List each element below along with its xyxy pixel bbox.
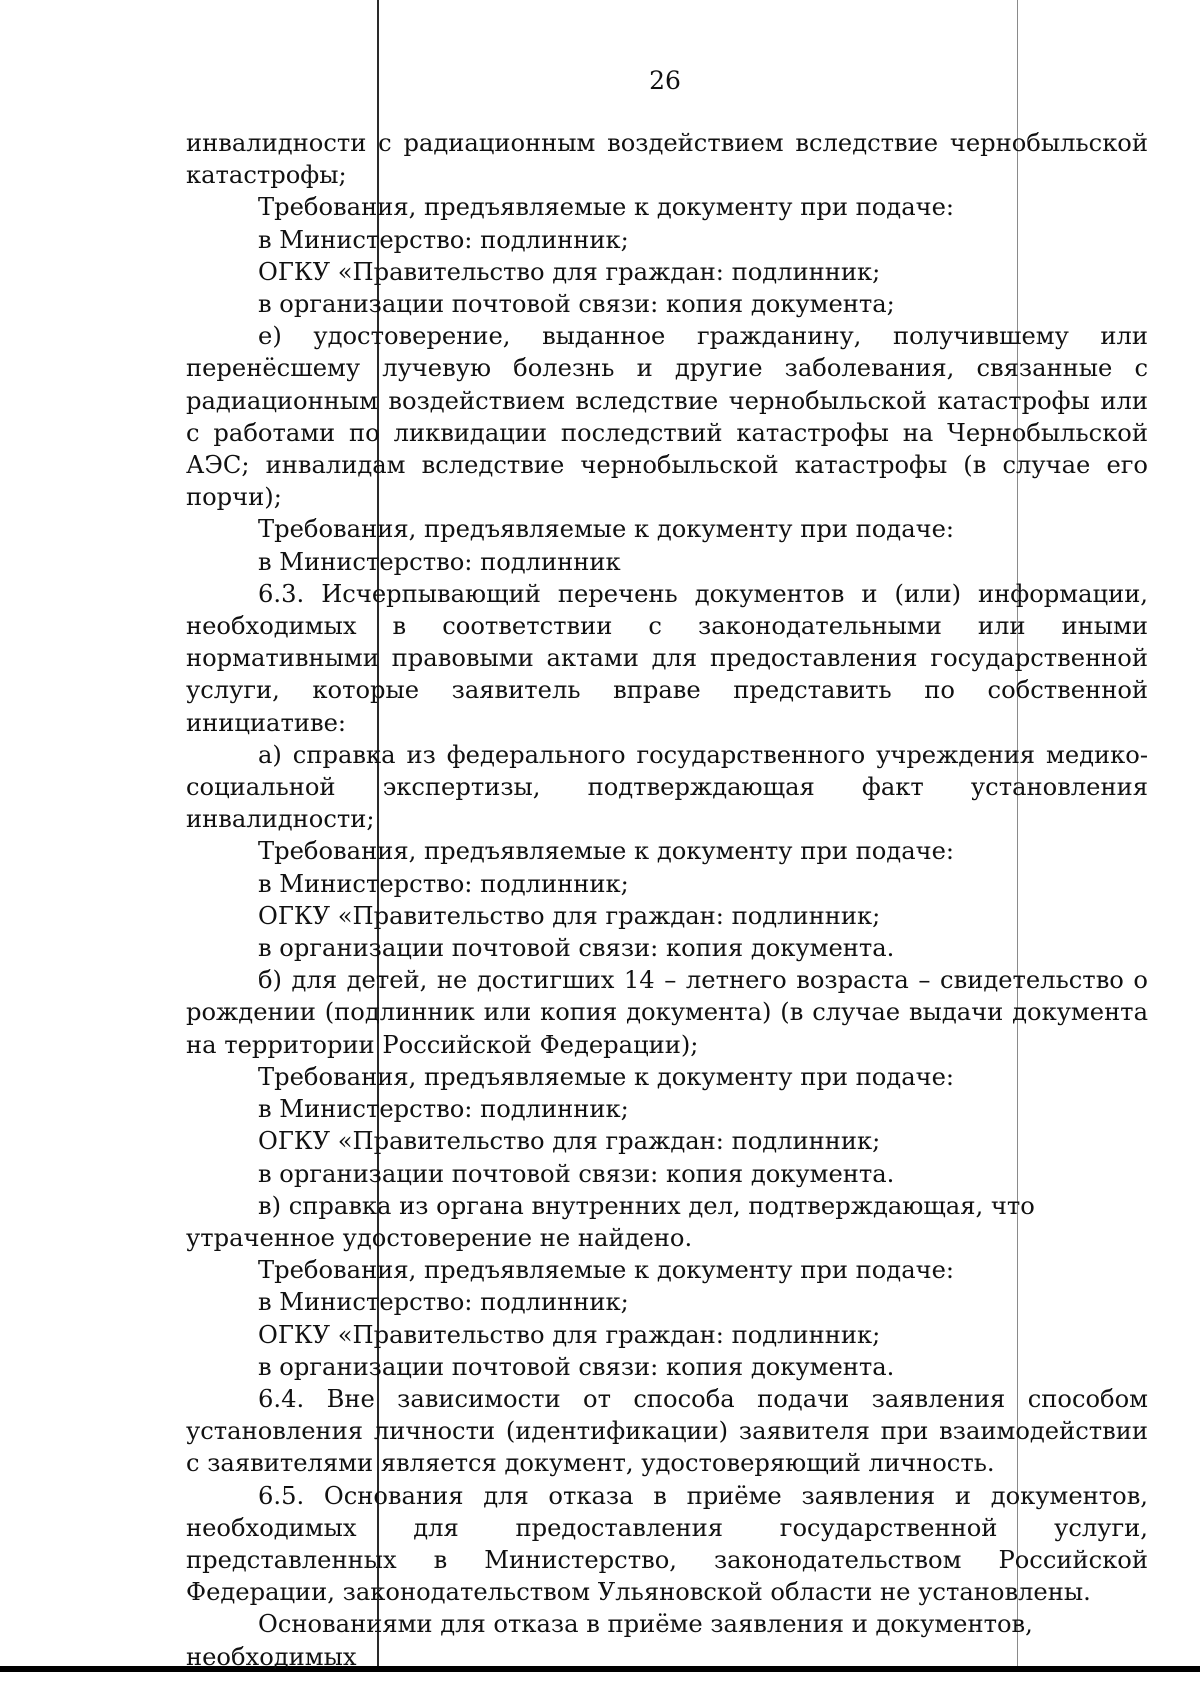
page-number: 26 xyxy=(649,66,681,95)
paragraph: в Министерство: подлинник; xyxy=(258,1095,629,1124)
paragraph: ОГКУ «Правительство для граждан: подлинник; xyxy=(258,1127,881,1156)
paragraph: в Министерство: подлинник; xyxy=(258,225,629,254)
paragraph: Требования, предъявляемые к документу при подаче: xyxy=(258,193,955,222)
paragraph: ОГКУ «Правительство для граждан: подлинник; xyxy=(258,257,881,286)
paragraph: в) справка из органа внутренних дел, подтверждающая, что утраченное удостоверение не найдено. xyxy=(186,1191,1035,1252)
paragraph: ОГКУ «Правительство для граждан: подлинник; xyxy=(258,1320,881,1349)
paragraph: е) удостоверение, выданное гражданину, получившему или перенёсшему лучевую болезнь и другие заболевания, связанные с радиационным воздействием вследствие чернобыльской катастрофы или с работами по ликвидации последствий катастрофы на Чернобыльской АЭС; инвалидам вследствие чернобыльской катастрофы (в случае его порчи); xyxy=(186,322,1148,512)
paragraph: в Министерство: подлинник; xyxy=(258,1288,629,1317)
paragraph: б) для детей, не достигших 14 – летнего возраста – свидетельство о рождении (подлинник или копия документа) (в случае выдачи документа на территории Российской Федерации); xyxy=(186,966,1148,1059)
paragraph: в организации почтовой связи: копия документа. xyxy=(258,1159,895,1188)
paragraph: инвалидности с радиационным воздействием вследствие чернобыльской катастрофы; xyxy=(186,129,1148,190)
document-body xyxy=(186,127,1148,1673)
paragraph: Требования, предъявляемые к документу при подаче: xyxy=(258,1062,955,1091)
paragraph: 6.5. Основания для отказа в приёме заявления и документов, необходимых для предоставления государственной услуги, представленных в Министерство, законодательством Российской Федерации, законодательством Ульяновской области не установлены. xyxy=(186,1481,1148,1607)
paragraph: в Министерство: подлинник; xyxy=(258,869,629,898)
paragraph: в организации почтовой связи: копия документа; xyxy=(258,290,895,319)
paragraph: Основаниями для отказа в приёме заявления и документов, необходимых xyxy=(186,1610,1033,1671)
paragraph: Требования, предъявляемые к документу при подаче: xyxy=(258,515,955,544)
paragraph: в Министерство: подлинник xyxy=(258,547,621,576)
paragraph: в организации почтовой связи: копия документа. xyxy=(258,934,895,963)
paragraph: ОГКУ «Правительство для граждан: подлинник; xyxy=(258,901,881,930)
paragraph: 6.4. Вне зависимости от способа подачи заявления способом установления личности (идентификации) заявителя при взаимодействии с заявителями является документ, удостоверяющий личность. xyxy=(186,1384,1148,1478)
paragraph: а) справка из федерального государственного учреждения медико-социальной экспертизы, подтверждающая факт установления инвалидности; xyxy=(186,740,1148,834)
paragraph: 6.3. Исчерпывающий перечень документов и (или) информации, необходимых в соответствии с законодательными или иными нормативными правовыми актами для предоставления государственной услуги, которые заявитель вправе представить по собственной инициативе: xyxy=(186,579,1148,737)
paragraph: Требования, предъявляемые к документу при подаче: xyxy=(258,1256,955,1285)
paragraph: Требования, предъявляемые к документу при подаче: xyxy=(258,837,955,866)
paragraph: в организации почтовой связи: копия документа. xyxy=(258,1352,895,1381)
